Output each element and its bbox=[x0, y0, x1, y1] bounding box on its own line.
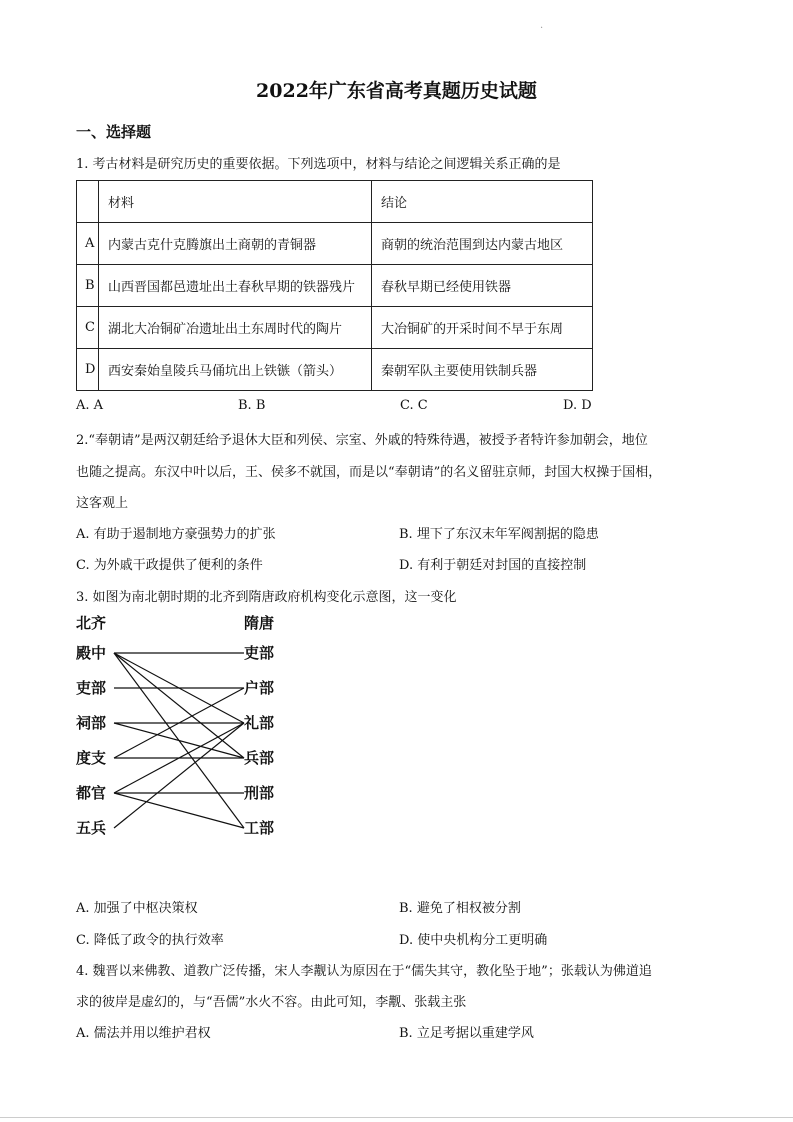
q1-option-b[interactable]: B. B bbox=[238, 398, 266, 413]
row-conclusion: 秦朝军队主要使用铁制兵器 bbox=[372, 349, 593, 391]
diagram-right-label: 兵部 bbox=[244, 749, 275, 767]
row-material: 内蒙古克什克腾旗出土商朝的青铜器 bbox=[99, 223, 372, 265]
row-letter: D bbox=[77, 349, 99, 391]
diagram-right-title: 隋唐 bbox=[244, 614, 275, 632]
q4-option-a[interactable]: A. 儒法并用以维护君权 bbox=[76, 1026, 211, 1041]
row-material: 西安秦始皇陵兵马俑坑出上铁镞（箭头） bbox=[99, 349, 372, 391]
diagram-left-label: 度支 bbox=[76, 749, 107, 767]
diagram-left-label: 吏部 bbox=[76, 679, 107, 697]
diagram-link-line bbox=[114, 723, 244, 758]
q4-option-b[interactable]: B. 立足考据以重建学风 bbox=[399, 1026, 534, 1041]
q1-option-a[interactable]: A. A bbox=[76, 398, 104, 413]
row-conclusion: 商朝的统治范围到达内蒙古地区 bbox=[372, 223, 593, 265]
table-header-conclusion: 结论 bbox=[372, 181, 593, 223]
row-letter: C bbox=[77, 307, 99, 349]
table-header-blank bbox=[77, 181, 99, 223]
q3-diagram bbox=[70, 606, 300, 846]
q2-option-b[interactable]: B. 埋下了东汉末年军阀割据的隐患 bbox=[399, 527, 599, 542]
q1-option-d[interactable]: D. D bbox=[563, 398, 592, 413]
q3-option-a[interactable]: A. 加强了中枢决策权 bbox=[76, 901, 198, 916]
diagram-left-label: 都官 bbox=[76, 784, 107, 802]
q2-option-c[interactable]: C. 为外戚干政提供了便利的条件 bbox=[76, 558, 263, 573]
q1-option-c[interactable]: C. C bbox=[400, 398, 428, 413]
table-row bbox=[77, 223, 593, 265]
diagram-right-label: 礼部 bbox=[244, 714, 275, 732]
diagram-link-line bbox=[114, 723, 244, 828]
diagram-left-label: 祠部 bbox=[76, 714, 107, 732]
q2-option-a[interactable]: A. 有助于遏制地方豪强势力的扩张 bbox=[76, 527, 276, 542]
header-dot: . bbox=[540, 20, 544, 31]
row-material: 湖北大冶铜矿冶遗址出土东周时代的陶片 bbox=[99, 307, 372, 349]
diagram-right-label: 工部 bbox=[244, 819, 275, 837]
row-letter: B bbox=[77, 265, 99, 307]
table-header-row bbox=[77, 181, 593, 223]
row-conclusion: 大冶铜矿的开采时间不早于东周 bbox=[372, 307, 593, 349]
q2-option-d[interactable]: D. 有利于朝廷对封国的直接控制 bbox=[399, 558, 587, 573]
row-material: 山西晋国都邑遗址出土春秋早期的铁器残片 bbox=[99, 265, 372, 307]
diagram-link-line bbox=[114, 653, 244, 758]
q1-table bbox=[76, 180, 593, 391]
diagram-link-line bbox=[114, 793, 244, 828]
diagram-left-label: 五兵 bbox=[76, 819, 107, 837]
table-row bbox=[77, 349, 593, 391]
q1-stem: 1. 考古材料是研究历史的重要依据。下列选项中，材料与结论之间逻辑关系正确的是 bbox=[76, 157, 561, 172]
q3-option-b[interactable]: B. 避免了相权被分割 bbox=[399, 901, 521, 916]
diagram-left-title: 北齐 bbox=[76, 614, 107, 632]
diagram-left-label: 殿中 bbox=[76, 644, 107, 662]
q2-stem-line1: 2.“奉朝请”是两汉朝廷给予退休大臣和列侯、宗室、外戚的特殊待遇，被授予者特许参加朝会，地位 bbox=[76, 433, 648, 448]
page-bottom-rule bbox=[0, 1117, 793, 1118]
table-row bbox=[77, 265, 593, 307]
q2-stem-line3: 这客观上 bbox=[76, 496, 129, 511]
diagram-right-label: 吏部 bbox=[244, 644, 275, 662]
q3-stem: 3. 如图为南北朝时期的北齐到隋唐政府机构变化示意图，这一变化 bbox=[76, 590, 457, 605]
page-title: 2022年广东省高考真题历史试题 bbox=[256, 80, 537, 102]
row-conclusion: 春秋早期已经使用铁器 bbox=[372, 265, 593, 307]
q3-option-c[interactable]: C. 降低了政令的执行效率 bbox=[76, 933, 224, 948]
table-row bbox=[77, 307, 593, 349]
diagram-right-label: 户部 bbox=[244, 679, 275, 697]
diagram-right-label: 刑部 bbox=[244, 784, 275, 802]
section-heading: 一、选择题 bbox=[76, 123, 152, 141]
row-letter: A bbox=[77, 223, 99, 265]
table-header-material: 材料 bbox=[99, 181, 372, 223]
q4-stem-line2: 求的彼岸是虚幻的，与“吾儒”水火不容。由此可知，李觏、张载主张 bbox=[76, 995, 467, 1010]
q3-option-d[interactable]: D. 使中央机构分工更明确 bbox=[399, 933, 548, 948]
q4-stem-line1: 4. 魏晋以来佛教、道教广泛传播，宋人李觏认为原因在于“儒失其守，教化坠于地”；张载认为佛道追 bbox=[76, 964, 652, 979]
q2-stem-line2: 也随之提高。东汉中叶以后，王、侯多不就国，而是以“奉朝请”的名义留驻京师，封国大权操于国相， bbox=[76, 465, 662, 480]
